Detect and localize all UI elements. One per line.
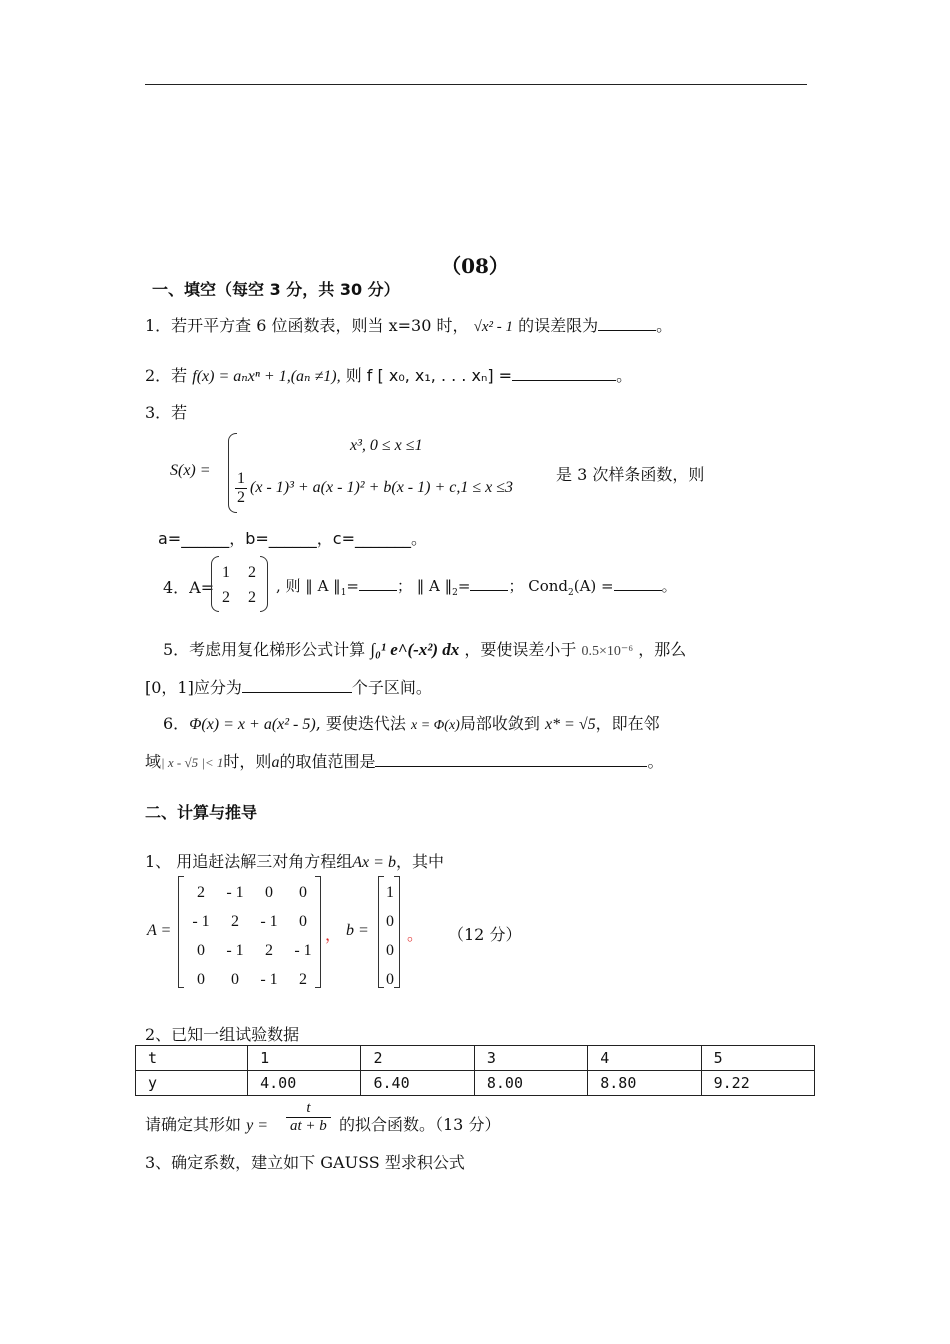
s2q1-eq: Ax = b <box>352 854 396 871</box>
s2q2-text: 2、已知一组试验数据 <box>145 1025 300 1044</box>
s2q2-fraction <box>286 1100 331 1135</box>
q4-m11: 1 <box>222 564 230 581</box>
s2q2-y: y = <box>246 1117 269 1134</box>
table-cell: 8.80 <box>588 1071 701 1096</box>
s2q2-den: at + b <box>290 1118 327 1134</box>
matrix-A-label: A = <box>147 922 172 939</box>
q4-text-f: ； Cond <box>508 577 568 595</box>
q4-sub3: 2 <box>568 588 574 598</box>
q4-text-c: = <box>346 577 359 595</box>
q6-text-h: 。 <box>647 752 664 771</box>
table-cell: 6.40 <box>361 1071 474 1096</box>
q6-formula: Φ(x) = x + a(x² - 5) <box>189 716 316 733</box>
q6-text-c: 局部收敛到 <box>459 714 540 733</box>
q5-text-e: 个子区间。 <box>351 678 432 697</box>
q5-blank <box>242 678 352 693</box>
matrix-A-cell: 0 <box>197 971 205 988</box>
q4-sub1: 1 <box>340 588 347 598</box>
q5-line2 <box>145 675 432 698</box>
q5-integral: ∫₀¹ e^(-x²) dx <box>370 640 460 659</box>
s2q2-num: t <box>286 1100 331 1118</box>
matrix-A-cell: 0 <box>299 913 307 930</box>
matrix-A-cell: 0 <box>265 884 273 901</box>
q6-xstar: x* = √5 <box>544 716 596 733</box>
q4-text-g: (A) = <box>573 577 614 595</box>
s2q1-text: 1、 用追赶法解三对角方程组 <box>145 852 353 871</box>
matrix-A-bracket-right <box>315 876 321 988</box>
vector-b-cell: 0 <box>386 942 394 959</box>
comma: ， <box>325 925 342 944</box>
s2q2-text-a: 请确定其形如 <box>145 1115 242 1134</box>
vector-b-cell: 0 <box>386 971 394 988</box>
matrix-A-cell: - 1 <box>260 971 278 988</box>
q4-matrix <box>222 560 256 610</box>
q3-answers: a=______，b=______，c=_______。 <box>158 529 427 548</box>
matrix-A-row <box>184 965 320 994</box>
matrix-A-cell: 0 <box>197 942 205 959</box>
matrix-A-row <box>184 878 320 907</box>
table-cell: 4 <box>588 1046 701 1071</box>
q4-m12: 2 <box>248 564 256 581</box>
q4-paren-right <box>260 556 268 612</box>
q6-a: a <box>271 754 280 771</box>
matrix-A-cell: 2 <box>265 942 273 959</box>
period: 。 <box>407 925 424 944</box>
q5-text-b: ，要使误差小于 <box>464 640 577 659</box>
q5-tol: 0.5×10⁻⁶ <box>581 644 634 659</box>
q3-lhs: S(x) = <box>170 462 211 479</box>
table-cell: y <box>136 1071 248 1096</box>
q1-text-c: 。 <box>656 316 673 335</box>
matrix-A-cell: - 1 <box>192 913 210 930</box>
q4-paren-left <box>211 556 219 612</box>
vector-b-bracket-left <box>378 876 384 988</box>
q6-text-f: 时，则 <box>223 752 272 771</box>
s2q3-text: 3、确定系数，建立如下 GAUSS 型求积公式 <box>145 1153 465 1172</box>
q5-text-d: [0，1]应分为 <box>145 678 242 697</box>
q4-text-e: = <box>457 577 471 595</box>
q1-line <box>145 313 672 336</box>
matrix-A-cell: - 1 <box>260 913 278 930</box>
matrix-A-cell: - 1 <box>226 942 244 959</box>
vector-b-cell: 0 <box>386 913 394 930</box>
header-rule <box>145 84 807 85</box>
q5-line <box>163 637 686 660</box>
q5-text-a: 5．考虑用复化梯形公式计算 <box>163 640 366 659</box>
q2-blank <box>512 366 616 381</box>
q4-text-h: 。 <box>661 577 677 595</box>
q4-blank3 <box>614 576 662 591</box>
q4-m22: 2 <box>248 589 256 606</box>
matrix-A-cell: 0 <box>231 971 239 988</box>
q2-text-c: 。 <box>616 366 633 385</box>
vector-b-label: b = <box>346 922 369 939</box>
q6-text-b: , 要使迭代法 <box>315 714 406 733</box>
q3-text-b: 是 3 次样条函数，则 <box>556 465 705 484</box>
q2-text-a: 2．若 <box>145 366 188 385</box>
table-cell: 4.00 <box>248 1071 361 1096</box>
q1-text-b: 的误差限为 <box>518 316 599 335</box>
matrix-A-cell: 0 <box>299 884 307 901</box>
s2q1-line <box>145 849 444 872</box>
q4-norms <box>276 575 677 598</box>
q4-blank2 <box>470 576 508 591</box>
vector-b <box>386 878 394 994</box>
q5-text-c: ，那么 <box>638 640 687 659</box>
q3-case1: x³, 0 ≤ x ≤1 <box>350 437 423 454</box>
matrix-A-cell: - 1 <box>226 884 244 901</box>
q2-formula: f(x) = aₙxⁿ + 1,(aₙ ≠1), <box>192 368 341 385</box>
matrix-A-row <box>184 936 320 965</box>
section2-heading: 二、计算与推导 <box>145 803 258 822</box>
s2q1-text-b: ，其中 <box>395 852 444 871</box>
matrix-A-row <box>184 907 320 936</box>
matrix-A-cell: - 1 <box>294 942 312 959</box>
q6-blank <box>375 752 647 767</box>
q6-text-g: 的取值范围是 <box>279 752 376 771</box>
table-cell: 3 <box>474 1046 587 1071</box>
q4-text-a: 4．A= <box>163 578 215 597</box>
vector-b-cell: 1 <box>386 884 394 901</box>
vector-b-bracket-right <box>394 876 400 988</box>
matrix-A <box>184 878 320 994</box>
matrix-A-cell: 2 <box>299 971 307 988</box>
q4-sub2: 2 <box>452 588 458 598</box>
q3-case2: (x - 1)³ + a(x - 1)² + b(x - 1) + c,1 ≤ x ≤3 <box>250 479 514 496</box>
q6-text-d: ，即在邻 <box>595 714 660 733</box>
q6-nbhd: | x - √5 |< 1 <box>161 755 224 770</box>
q6-line2 <box>145 749 663 772</box>
data-table <box>135 1045 815 1096</box>
page-title: （08） <box>441 254 509 278</box>
matrix-A-cell: 2 <box>197 884 205 901</box>
q1-formula: √x² - 1 <box>473 319 513 335</box>
q6-text-a: 6． <box>163 714 190 733</box>
table-cell: 5 <box>701 1046 814 1071</box>
table-cell: 1 <box>248 1046 361 1071</box>
q1-blank <box>598 316 656 331</box>
s2q1-points: （12 分） <box>448 925 522 944</box>
table-cell: 9.22 <box>701 1071 814 1096</box>
table-cell: 8.00 <box>474 1071 587 1096</box>
q4-text-b: , 则 ‖ A ‖ <box>276 577 341 595</box>
q6-text-e: 域 <box>145 752 162 771</box>
s2q2-line <box>145 1112 268 1135</box>
table-row <box>136 1071 815 1096</box>
q1-text-a: 1．若开平方查 6 位函数表，则当 x=30 时， <box>145 316 469 335</box>
table-row <box>136 1046 815 1071</box>
s2q2-text-b: 的拟合函数。（13 分） <box>339 1115 501 1134</box>
q3-label: 3．若 <box>145 403 188 422</box>
table-cell: 2 <box>361 1046 474 1071</box>
q6-line <box>163 711 660 734</box>
matrix-A-cell: 2 <box>231 913 239 930</box>
q3-frac: 1 2 <box>237 470 245 506</box>
q4-text-d: ； ‖ A ‖ <box>397 577 453 595</box>
q4-blank1 <box>359 576 397 591</box>
q4-m21: 2 <box>222 589 230 606</box>
q6-iter: x = Φ(x) <box>410 718 460 733</box>
q2-line <box>145 363 632 386</box>
section1-heading: 一、填空（每空 3 分，共 30 分） <box>152 280 400 299</box>
q2-text-b: 则 f [ x₀, x₁, . . . xₙ] = <box>345 366 513 385</box>
table-cell: t <box>136 1046 248 1071</box>
